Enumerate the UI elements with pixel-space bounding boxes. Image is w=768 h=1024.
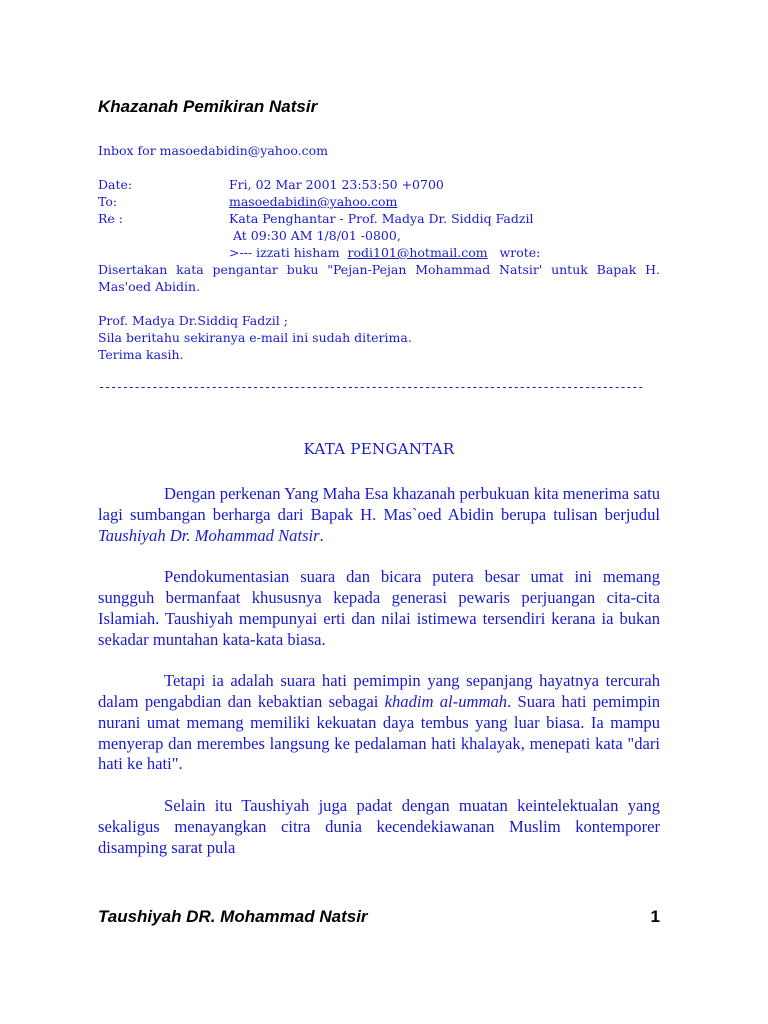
footer-title: Taushiyah DR. Mohammad Natsir: [98, 907, 368, 926]
email-date-row: [98, 176, 660, 193]
email-re-row: [98, 210, 660, 227]
email-at-row: [98, 227, 660, 244]
paragraph-3: Tetapi ia adalah suara hati pemimpin yang sepanjang hayatnya tercurah dalam pengabdian dan kebaktian sebagai khadim al-ummah. Suara hati pemimpin nurani umat memang memiliki kekuatan daya tembus yang luar biasa. Ia mampu menyerap dan merembes langsung ke pedalaman hati khalayak, menepati kata "dari hati ke hati".: [98, 671, 660, 774]
khadim-term: khadim al-ummah: [384, 691, 508, 711]
email-intro: Disertakan kata pengantar buku "Pejan-Pejan Mohammad Natsir' untuk Bapak H. Mas'oed Abidin.: [98, 262, 660, 294]
paragraph-4: Selain itu Taushiyah juga padat dengan muatan keintelektualan yang sekaligus menayangkan citra dunia kecendekiawanan Muslim kontemporer disamping sarat pula: [98, 795, 660, 857]
paragraph-2: Pendokumentasian suara dan bicara putera besar umat ini memang sungguh bermanfaat khususnya kepada generasi pewaris perjuangan cita-cita Islamiah. Taushiyah mempunyai erti dan nilai istimewa tersendiri kerana ia bukan sekadar muntahan kata-kata biasa.: [98, 567, 660, 649]
to-email-link[interactable]: masoedabidin@yahoo.com: [229, 194, 398, 209]
email-sender: Prof. Madya Dr.Siddiq Fadzil ;: [98, 313, 288, 328]
section-heading: KATA PENGANTAR: [303, 440, 455, 458]
re-value: Kata Penghantar - Prof. Madya Dr. Siddiq Fadzil: [229, 211, 534, 226]
re-label: Re :: [98, 211, 123, 226]
email-to-row: [98, 193, 660, 210]
email-request: Sila beritahu sekiranya e-mail ini sudah diterima.: [98, 330, 412, 345]
running-header: Khazanah Pemikiran Natsir: [98, 97, 318, 116]
to-label: To:: [98, 194, 118, 209]
date-label: Date:: [98, 177, 133, 192]
wrote-prefix: >--- izzati hisham: [229, 245, 348, 260]
page-footer: [98, 907, 660, 927]
paragraph-1: Dengan perkenan Yang Maha Esa khazanah perbukuan kita menerima satu lagi sumbangan berharga dari Bapak H. Mas`oed Abidin berupa tulisan berjudul Taushiyah Dr. Mohammad Natsir.: [98, 484, 660, 545]
date-value: Fri, 02 Mar 2001 23:53:50 +0700: [229, 177, 444, 192]
email-thanks: Terima kasih.: [98, 347, 184, 362]
dashed-divider: --------------------------------------------------------------------------------------------: [98, 380, 644, 394]
page-number: 1: [650, 907, 660, 926]
book-title: Taushiyah Dr. Mohammad Natsir: [98, 525, 320, 545]
wrote-suffix: wrote:: [487, 245, 541, 260]
inbox-text: Inbox for masoedabidin@yahoo.com: [98, 143, 329, 158]
at-line: At 09:30 AM 1/8/01 -0800,: [229, 228, 401, 243]
wrote-email-link[interactable]: rodi101@hotmail.com: [347, 245, 488, 260]
body-text: [98, 484, 660, 879]
email-inbox-line: [98, 142, 660, 159]
email-block: [98, 142, 660, 363]
email-wrote-row: [98, 244, 660, 261]
